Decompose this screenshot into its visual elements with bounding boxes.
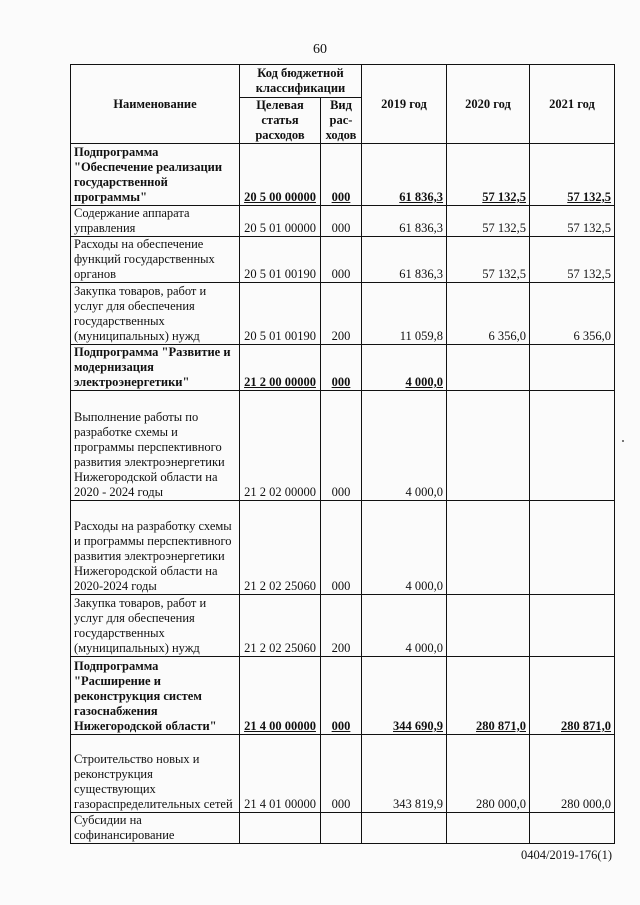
row-2021 <box>530 813 615 844</box>
row-2019: 11 059,8 <box>362 283 447 345</box>
row-name: Закупка товаров, работ и услуг для обеспечения государственных (муниципальных) нужд <box>71 283 240 345</box>
header-2019: 2019 год <box>362 65 447 144</box>
table-row <box>71 237 615 283</box>
row-name: Выполнение работы по разработке схемы и программы перспективного развития электроэнергетики Нижегородской области на 2020 - 2024 годы <box>71 391 240 501</box>
row-2021: 57 132,5 <box>530 206 615 237</box>
row-2020: 6 356,0 <box>447 283 530 345</box>
row-2020 <box>447 345 530 391</box>
table-row <box>71 206 615 237</box>
row-2019: 343 819,9 <box>362 735 447 813</box>
row-code: 20 5 01 00190 <box>240 283 321 345</box>
header-target-item: Целевая статья расходов <box>240 98 321 144</box>
table-row <box>71 345 615 391</box>
row-code <box>240 813 321 844</box>
row-vid: 000 <box>321 237 362 283</box>
header-2021: 2021 год <box>530 65 615 144</box>
document-code: 0404/2019-176(1) <box>521 848 612 862</box>
row-name: Расходы на разработку схемы и программы перспективного развития электроэнергетики Нижегородской области на 2020-2024 годы <box>71 501 240 595</box>
row-name: Строительство новых и реконструкция существующих газораспределительных сетей <box>71 735 240 813</box>
table-row <box>71 391 615 501</box>
header-expense-type: Вид рас- ходов <box>321 98 362 144</box>
row-vid: 200 <box>321 283 362 345</box>
row-2021 <box>530 391 615 501</box>
row-2020: 57 132,5 <box>447 206 530 237</box>
row-2019: 61 836,3 <box>362 237 447 283</box>
row-code: 20 5 01 00000 <box>240 206 321 237</box>
row-vid: 000 <box>321 735 362 813</box>
row-code: 21 4 01 00000 <box>240 735 321 813</box>
row-vid: 000 <box>321 206 362 237</box>
row-2021: 280 000,0 <box>530 735 615 813</box>
page-number: 60 <box>313 42 327 57</box>
table-row <box>71 657 615 735</box>
row-2020 <box>447 595 530 657</box>
row-2020 <box>447 391 530 501</box>
row-vid: 000 <box>321 144 362 206</box>
row-2020 <box>447 813 530 844</box>
row-vid: 000 <box>321 501 362 595</box>
row-2021: 57 132,5 <box>530 144 615 206</box>
row-2019: 4 000,0 <box>362 595 447 657</box>
budget-table <box>70 64 615 844</box>
row-vid: 200 <box>321 595 362 657</box>
row-code: 21 2 00 00000 <box>240 345 321 391</box>
row-2019: 4 000,0 <box>362 391 447 501</box>
scan-speck <box>622 440 624 442</box>
header-name: Наименование <box>71 65 240 144</box>
row-2019: 4 000,0 <box>362 501 447 595</box>
table-row <box>71 813 615 844</box>
row-2020 <box>447 501 530 595</box>
row-2019: 61 836,3 <box>362 206 447 237</box>
row-code: 20 5 01 00190 <box>240 237 321 283</box>
row-2020: 280 871,0 <box>447 657 530 735</box>
row-2021 <box>530 345 615 391</box>
table-row <box>71 144 615 206</box>
table-row <box>71 735 615 813</box>
header-2020: 2020 год <box>447 65 530 144</box>
row-2019 <box>362 813 447 844</box>
row-2021: 6 356,0 <box>530 283 615 345</box>
table-row <box>71 283 615 345</box>
table-row <box>71 501 615 595</box>
row-2020: 57 132,5 <box>447 237 530 283</box>
table-row <box>71 595 615 657</box>
row-code: 21 2 02 25060 <box>240 595 321 657</box>
row-2020: 280 000,0 <box>447 735 530 813</box>
row-2019: 4 000,0 <box>362 345 447 391</box>
row-vid <box>321 813 362 844</box>
row-2020: 57 132,5 <box>447 144 530 206</box>
row-2021: 57 132,5 <box>530 237 615 283</box>
row-2021 <box>530 595 615 657</box>
row-name: Подпрограмма "Развитие и модернизация электроэнергетики" <box>71 345 240 391</box>
row-name: Расходы на обеспечение функций государственных органов <box>71 237 240 283</box>
row-2019: 344 690,9 <box>362 657 447 735</box>
row-vid: 000 <box>321 391 362 501</box>
row-2021: 280 871,0 <box>530 657 615 735</box>
row-name: Закупка товаров, работ и услуг для обеспечения государственных (муниципальных) нужд <box>71 595 240 657</box>
row-code: 21 2 02 25060 <box>240 501 321 595</box>
row-vid: 000 <box>321 345 362 391</box>
row-name: Подпрограмма "Обеспечение реализации государственной программы" <box>71 144 240 206</box>
header-budget-code: Код бюджетной классификации <box>240 65 362 98</box>
row-code: 20 5 00 00000 <box>240 144 321 206</box>
row-name: Подпрограмма "Расширение и реконструкция систем газоснабжения Нижегородской области" <box>71 657 240 735</box>
row-vid: 000 <box>321 657 362 735</box>
row-code: 21 2 02 00000 <box>240 391 321 501</box>
row-2019: 61 836,3 <box>362 144 447 206</box>
row-code: 21 4 00 00000 <box>240 657 321 735</box>
row-name: Субсидии на софинансирование <box>71 813 240 844</box>
row-2021 <box>530 501 615 595</box>
row-name: Содержание аппарата управления <box>71 206 240 237</box>
